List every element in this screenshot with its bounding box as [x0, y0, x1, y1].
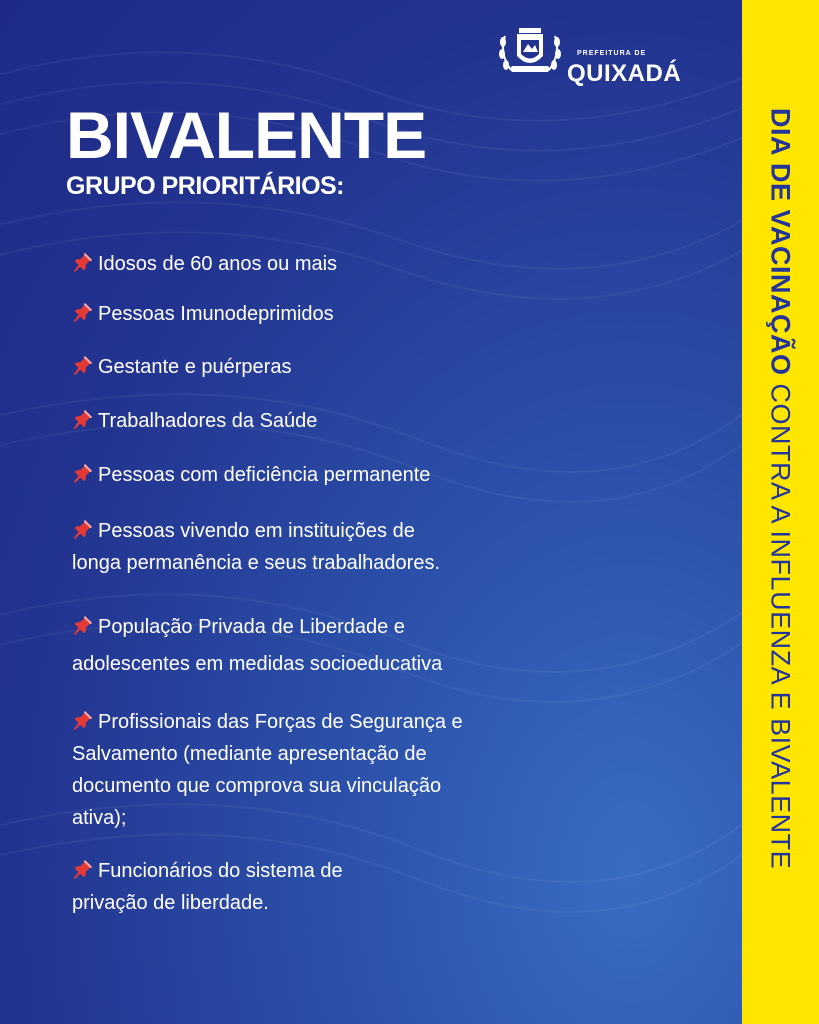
list-item-text: Pessoas com deficiência permanente [98, 464, 431, 486]
pin-icon [72, 354, 94, 376]
list-item-text: adolescentes em medidas socioeducativa [72, 653, 443, 675]
list-item [72, 855, 532, 919]
city-emblem-icon [497, 26, 563, 76]
list-item-text: Gestante e puérperas [98, 356, 292, 378]
side-banner-text [767, 108, 794, 869]
list-item [72, 459, 532, 491]
logo-city-name: QUIXADÁ [567, 60, 682, 87]
pin-icon [72, 612, 94, 634]
pin-icon [72, 518, 94, 540]
pin-icon [72, 462, 94, 484]
list-item-text: privação de liberdade. [72, 892, 269, 914]
pin-icon [72, 408, 94, 430]
side-banner-bold: DIA DE VACINAÇÃO [765, 108, 796, 376]
list-item-text: Trabalhadores da Saúde [98, 410, 318, 432]
list-item [72, 515, 532, 579]
list-item [72, 351, 532, 383]
list-item-text: longa permanência e seus trabalhadores. [72, 552, 441, 574]
list-item-text: Funcionários do sistema de [98, 860, 343, 882]
list-item-text: ativa); [72, 807, 127, 829]
pin-icon [72, 709, 94, 731]
list-item [72, 405, 532, 437]
prefeitura-logo [497, 26, 697, 87]
list-item [72, 298, 532, 330]
side-banner-regular: CONTRA A INFLUENZA E BIVALENTE [765, 375, 796, 870]
list-item-text: Pessoas vivendo em instituições de [98, 520, 415, 542]
page-title: BIVALENTE [66, 98, 427, 172]
logo-small-text: PREFEITURA DE [577, 50, 647, 57]
list-item [72, 609, 532, 683]
pin-icon [72, 858, 94, 880]
list-item-text: Pessoas Imunodeprimidos [98, 303, 334, 325]
list-item-text: Profissionais das Forças de Segurança e [98, 711, 463, 733]
pin-icon [72, 301, 94, 323]
list-item-text: Idosos de 60 anos ou mais [98, 253, 338, 275]
list-item-text: População Privada de Liberdade e [98, 616, 405, 638]
list-item [72, 248, 532, 280]
page-subtitle: GRUPO PRIORITÁRIOS: [66, 172, 345, 200]
list-item [72, 706, 532, 834]
list-item-text: documento que comprova sua vinculação [72, 775, 442, 797]
pin-icon [72, 251, 94, 273]
list-item-text: Salvamento (mediante apresentação de [72, 743, 427, 765]
